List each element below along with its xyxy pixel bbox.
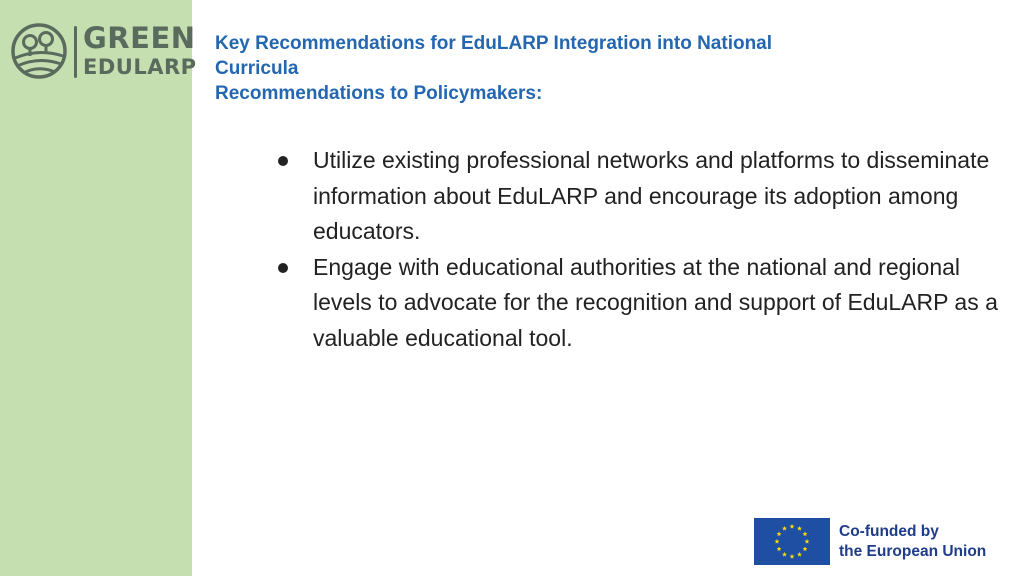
green-edularp-emblem-icon	[10, 22, 68, 80]
logo-divider	[74, 26, 77, 78]
logo-wordmark-edularp: EDULARP	[83, 55, 197, 79]
slide-title-block	[215, 31, 915, 106]
recommendation-item	[275, 143, 1015, 250]
eu-funding-line-1: Co-funded by	[839, 523, 939, 540]
slide-title-line-1: Key Recommendations for EduLARP Integration into National	[215, 33, 773, 54]
recommendation-text: Utilize existing professional networks and platforms to disseminate information about EduLARP and encourage its adoption among educators.	[313, 147, 990, 244]
logo-wordmark-green: GREEN	[83, 21, 196, 55]
sidebar	[0, 0, 197, 576]
recommendation-text: Engage with educational authorities at the national and regional levels to advocate for the recognition and support of EduLARP as a valuable educational tool.	[313, 253, 998, 351]
bullet-dot-icon	[278, 263, 288, 273]
slide-title-line-2: Curricula	[215, 58, 299, 79]
bullet-dot-icon	[278, 156, 288, 166]
eu-flag-icon	[754, 518, 830, 565]
eu-funding-line-2: the European Union	[839, 543, 987, 560]
slide-subtitle: Recommendations to Policymakers:	[215, 83, 543, 104]
recommendations-list	[275, 143, 1015, 356]
recommendation-item	[275, 250, 1015, 357]
green-edularp-logo	[10, 21, 197, 84]
eu-funding-label	[839, 522, 986, 562]
